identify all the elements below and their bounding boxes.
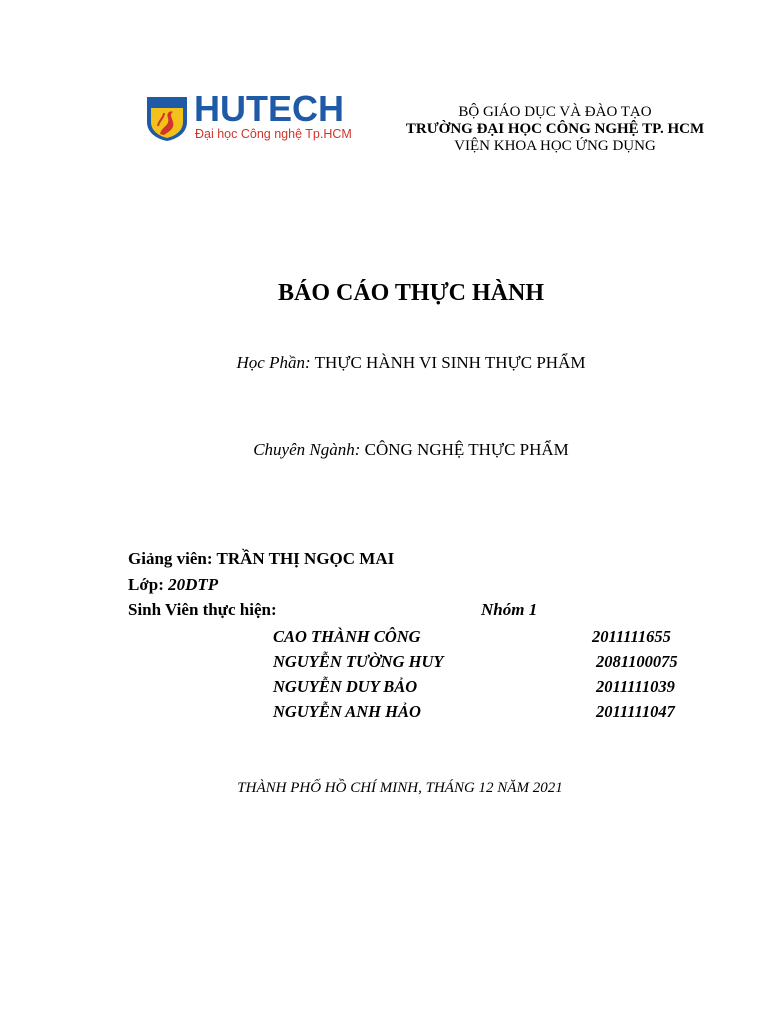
student-name: NGUYỄN TƯỜNG HUY [273,652,444,671]
student-name: CAO THÀNH CÔNG [273,627,421,646]
student-id: 2011111039 [596,677,675,696]
class-value: 20DTP [168,575,219,594]
major-value: CÔNG NGHỆ THỰC PHẨM [364,440,569,459]
ministry-name: BỘ GIÁO DỤC VÀ ĐÀO TẠO [458,104,652,120]
lecturer-line [128,549,394,569]
group-label: Nhóm 1 [481,600,538,619]
course-value: THỰC HÀNH VI SINH THỰC PHẨM [314,353,586,372]
class-line [128,575,218,595]
report-title: BÁO CÁO THỰC HÀNH [277,280,544,306]
student-id: 2081100075 [596,652,678,671]
major-label: Chuyên Ngành: [253,440,361,459]
logo-wordmark: HUTECH [194,88,344,129]
class-label: Lớp: [128,575,164,594]
lecturer-value: TRẦN THỊ NGỌC MAI [216,549,395,568]
student-name: NGUYỄN DUY BẢO [273,677,418,696]
major-line [0,440,768,460]
lecturer-label: Giảng viên: [128,549,213,568]
institute-name: VIỆN KHOA HỌC ỨNG DỤNG [454,138,656,154]
course-label: Học Phần: [236,353,311,372]
students-label: Sinh Viên thực hiện: [128,600,277,619]
student-id: 2011111655 [592,627,671,646]
course-line [0,353,768,373]
footer-location-date: THÀNH PHỐ HỒ CHÍ MINH, THÁNG 12 NĂM 2021 [237,780,563,796]
student-name: NGUYỄN ANH HẢO [273,702,421,721]
hutech-shield-icon [146,96,188,142]
university-name: TRƯỜNG ĐẠI HỌC CÔNG NGHỆ TP. HCM [405,121,705,137]
logo-subtitle: Đại học Công nghệ Tp.HCM [195,127,352,141]
student-id: 2011111047 [596,702,675,721]
hutech-logo [146,88,352,142]
